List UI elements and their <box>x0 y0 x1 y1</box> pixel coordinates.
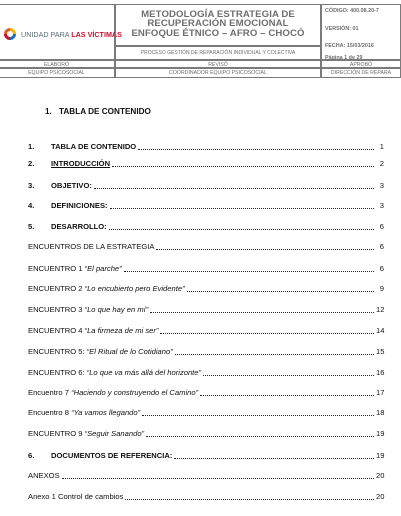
title-line-1: METODOLOGÍA ESTRATEGIA DE <box>141 9 295 20</box>
toc-entry-label <box>51 222 107 232</box>
toc-entry-page: 2 <box>379 159 384 168</box>
logo-text <box>21 30 122 39</box>
toc-entry-label <box>51 201 108 211</box>
toc-entry[interactable] <box>28 366 384 378</box>
toc-entry-label <box>28 326 158 336</box>
toc-entry-page: 1 <box>379 142 384 151</box>
role-label-aprobo <box>321 60 401 68</box>
toc-entry-number: 3. <box>28 181 35 190</box>
toc-entry-page: 15 <box>376 347 385 356</box>
toc-entry-number: 6. <box>28 451 35 460</box>
toc-entry-prefix: Encuentro 8 <box>28 408 72 417</box>
toc-entry-prefix: Encuentro 7 <box>28 388 72 397</box>
toc-entry-title: ANEXOS <box>28 471 60 480</box>
toc-entry[interactable] <box>28 386 384 398</box>
role-label-text: ELABORÓ <box>43 62 70 68</box>
toc-entry-page: 16 <box>376 368 385 377</box>
document-header <box>0 0 400 76</box>
toc-entry[interactable] <box>28 262 384 274</box>
toc-entry-label <box>28 242 154 252</box>
toc-leader-dots <box>112 166 374 167</box>
toc-leader-dots <box>62 478 374 479</box>
logo-cell <box>0 4 122 60</box>
title-line-2: RECUPERACIÓN EMOCIONAL <box>147 18 289 30</box>
toc-entry-title: “El Ritual de lo Cotidiano” <box>86 347 173 356</box>
document-title <box>115 4 321 46</box>
toc-entry-label <box>28 368 201 378</box>
role-value-aprobo <box>321 68 401 78</box>
toc-entry[interactable] <box>28 220 384 232</box>
toc-entry-number: 5. <box>28 222 35 231</box>
toc-entry-page: 6 <box>379 242 384 251</box>
toc-leader-dots <box>146 436 374 437</box>
toc-entry-label <box>28 408 140 418</box>
toc-entry[interactable] <box>28 427 384 439</box>
toc-entry-page: 18 <box>376 408 385 417</box>
toc-entry-title: INTRODUCCIÓN <box>51 159 111 168</box>
role-label-text: APROBÓ <box>349 62 373 68</box>
logo <box>3 27 122 41</box>
role-value-text: EQUIPO PSICOSOCIAL <box>28 70 85 76</box>
logo-mark-icon <box>3 27 17 41</box>
toc-entry-prefix: ENCUENTRO 9 <box>28 429 85 438</box>
toc-entry-number: 4. <box>28 201 35 210</box>
toc-entry[interactable] <box>28 240 384 252</box>
meta-date: FECHA: 15/03/2016 <box>325 43 374 49</box>
toc-entry-label <box>28 264 122 274</box>
toc-heading-text: TABLA DE CONTENIDO <box>59 107 151 116</box>
toc-leader-dots <box>200 395 374 396</box>
toc-entry-title: “Seguir Sanando” <box>84 429 145 438</box>
toc-entry-prefix: ENCUENTRO 4 <box>28 326 85 335</box>
role-label-text: REVISÓ <box>208 62 228 68</box>
toc-entry-title: “Haciendo y construyendo el Camino” <box>71 388 199 397</box>
role-label-reviso <box>115 60 321 68</box>
toc-entry-title: OBJETIVO: <box>51 181 92 190</box>
role-value-reviso <box>115 68 321 78</box>
toc-entry-prefix: ENCUENTRO 1 <box>28 264 85 273</box>
toc-leader-dots <box>142 415 374 416</box>
toc-entry-title: Anexo 1 Control de cambios <box>28 492 124 501</box>
toc-entry[interactable] <box>28 345 384 357</box>
toc-entry[interactable] <box>28 157 384 169</box>
meta-code: CÓDIGO: 400.08.20-7 <box>325 8 379 14</box>
document-meta <box>321 4 401 60</box>
meta-page: Página 1 de 29 <box>325 55 363 61</box>
toc-entry-number: 2. <box>28 159 35 168</box>
toc-entry[interactable] <box>28 179 384 191</box>
toc-entry-label <box>51 159 110 169</box>
logo-text-victimas: LAS VÍCTIMAS <box>71 29 122 39</box>
toc-entry-page: 14 <box>376 326 385 335</box>
logo-text-unidad: UNIDAD PARA <box>21 29 72 39</box>
toc-entry-label <box>51 142 136 152</box>
toc-entry-page: 20 <box>376 492 385 501</box>
toc-entry-label <box>51 451 172 461</box>
toc-entry-label <box>28 471 60 481</box>
toc-entry-number: 1. <box>28 142 35 151</box>
toc-entry-page: 6 <box>379 222 384 231</box>
toc-leader-dots <box>109 229 374 230</box>
toc-leader-dots <box>110 208 374 209</box>
toc-leader-dots <box>94 188 374 189</box>
toc-entry[interactable] <box>28 469 384 481</box>
toc-entry-title: “Lo que va más allá del horizonte” <box>86 368 202 377</box>
toc-entry-page: 19 <box>376 451 385 460</box>
toc-leader-dots <box>138 149 374 150</box>
process-cell <box>115 46 321 60</box>
role-value-elaboro <box>0 68 115 78</box>
meta-version: VERSIÓN: 01 <box>325 26 359 32</box>
toc-entry-title: ENCUENTROS DE LA ESTRATEGIA <box>28 242 155 251</box>
toc-leader-dots <box>174 458 374 459</box>
title-line-3: ENFOQUE ÉTNICO – AFRO – CHOCÓ <box>131 27 305 39</box>
toc-leader-dots <box>150 312 374 313</box>
toc-leader-dots <box>203 375 374 376</box>
toc-entry[interactable] <box>28 490 384 502</box>
toc-heading-number: 1. <box>45 107 52 116</box>
toc-entry-title: DESARROLLO: <box>51 222 107 231</box>
toc-entry-title: DOCUMENTOS DE REFERENCIA: <box>51 451 173 460</box>
toc-entry[interactable] <box>28 282 384 294</box>
toc-entry-label <box>28 284 185 294</box>
toc-entry-title: DEFINICIONES: <box>51 201 108 210</box>
toc-entry-title: “Lo encubierto pero Evidente” <box>84 284 185 293</box>
toc-entry[interactable] <box>28 303 384 315</box>
process-name: PROCESO GESTIÓN DE REPARACIÓN INDIVIDUAL Y COLECTIVA <box>140 50 296 56</box>
toc-entry-page: 19 <box>376 429 385 438</box>
toc-entry-label <box>28 492 123 502</box>
toc-entry-prefix: ENCUENTRO 2 <box>28 284 85 293</box>
toc-entry-label <box>28 347 173 357</box>
toc-entry-prefix: ENCUENTRO 5: <box>28 347 87 356</box>
toc-entry-prefix: ENCUENTRO 3 <box>28 305 85 314</box>
toc-entry-page: 20 <box>376 471 385 480</box>
toc-entry-page: 9 <box>379 284 384 293</box>
toc-entry-title: “Lo que hay en mí” <box>84 305 149 314</box>
toc-entry-title: “La firmeza de mi ser” <box>84 326 159 335</box>
toc-entry-page: 12 <box>376 305 385 314</box>
toc-entry-prefix: ENCUENTRO 6: <box>28 368 87 377</box>
toc-entry[interactable] <box>28 140 384 152</box>
toc-leader-dots <box>156 249 374 250</box>
toc-entry[interactable] <box>28 449 384 461</box>
toc-entry-label <box>28 305 148 315</box>
toc-entry-title: “Ya vamos llegando” <box>71 408 141 417</box>
toc-entry-page: 3 <box>379 181 384 190</box>
toc-entry-page: 17 <box>376 388 385 397</box>
toc-entry-page: 6 <box>379 264 384 273</box>
toc-entry-page: 3 <box>379 201 384 210</box>
toc-leader-dots <box>175 354 374 355</box>
toc-leader-dots <box>124 271 374 272</box>
toc-entry[interactable] <box>28 406 384 418</box>
toc-entry[interactable] <box>28 324 384 336</box>
toc-entry-title: “El parche” <box>84 264 122 273</box>
toc-entry-title: TABLA DE CONTENIDO <box>51 142 137 151</box>
toc-heading <box>45 107 151 116</box>
role-value-text: COORDINADOR EQUIPO PSICOSOCIAL <box>169 70 267 76</box>
toc-leader-dots <box>187 291 374 292</box>
role-value-text: DIRECCIÓN DE REPARA <box>330 70 392 76</box>
toc-entry-label <box>28 388 198 398</box>
toc-leader-dots <box>125 499 374 500</box>
toc-entry-label <box>51 181 92 191</box>
role-label-elaboro <box>0 60 115 68</box>
toc-entry[interactable] <box>28 199 384 211</box>
toc-leader-dots <box>160 333 374 334</box>
toc-entry-label <box>28 429 144 439</box>
